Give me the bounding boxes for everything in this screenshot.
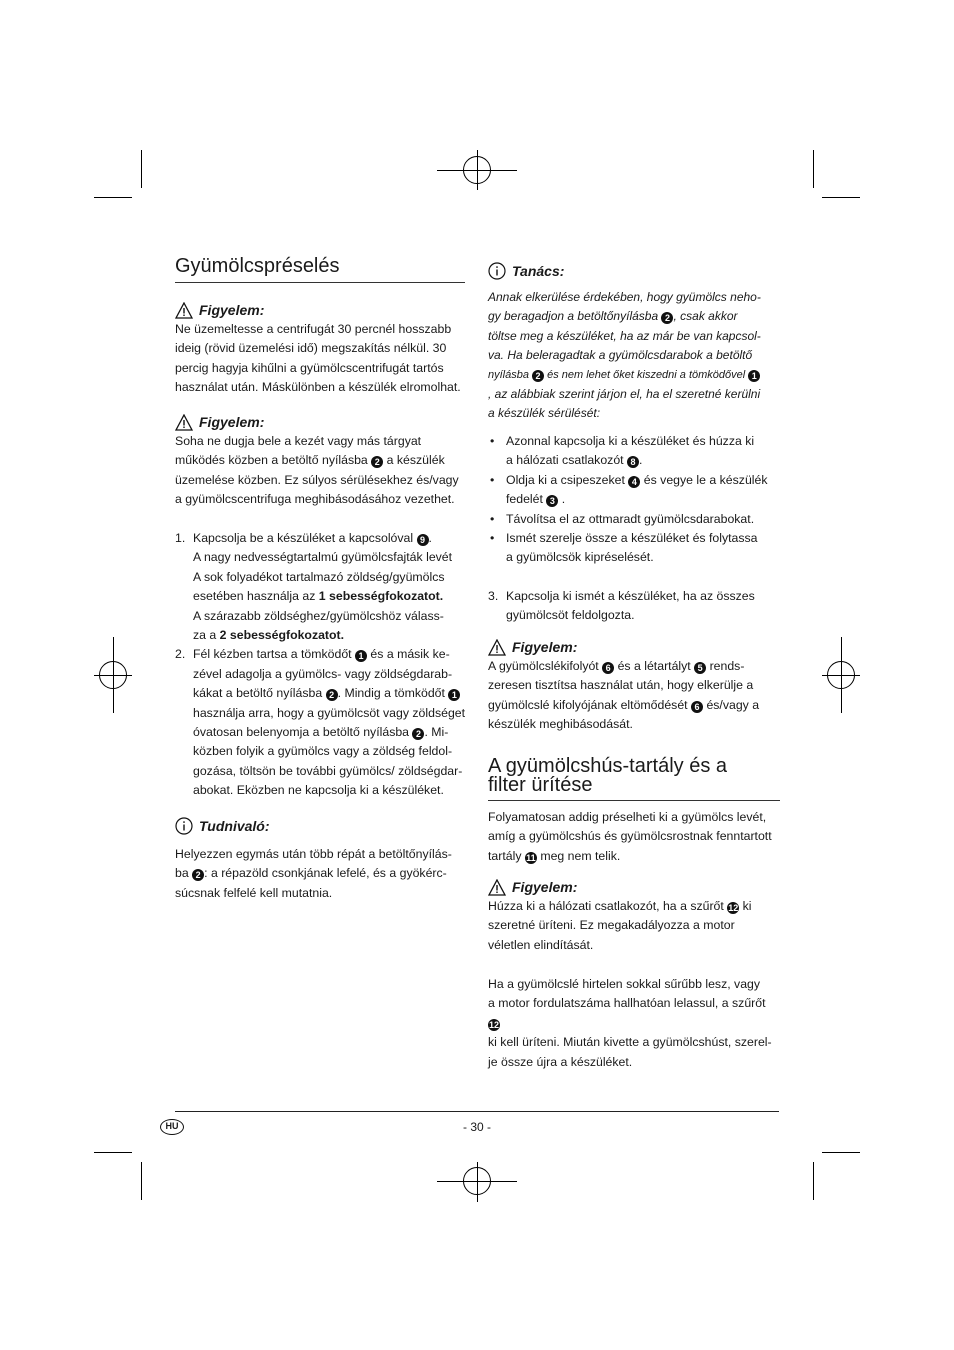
part-number-badge: 3 — [546, 495, 558, 507]
text: . Mi- — [424, 725, 449, 740]
part-number-badge: 2 — [192, 869, 204, 881]
list-item — [488, 587, 780, 626]
text: esetében használja az — [193, 589, 316, 604]
text: kákat a betöltő nyílásba — [193, 686, 323, 701]
text: Húzza ki a hálózati csatlakozót, ha a szűrőt — [488, 899, 724, 913]
text-line: Folyamatosan addig préselheti ki a gyümölcs levét, — [488, 810, 767, 824]
part-number-badge: 12 — [728, 903, 739, 913]
step-number: 1. — [175, 531, 186, 545]
warning-label: Figyelem: — [512, 879, 578, 895]
step-line: Kapcsolja ki ismét a készüléket, ha az összes — [506, 589, 755, 603]
warning-label: Figyelem: — [199, 302, 265, 318]
language-badge — [160, 1119, 184, 1135]
text-line: szeretné üríteni. Ez megakadályozza a motor — [488, 918, 735, 933]
text: tartály — [488, 848, 522, 863]
warning-heading — [488, 877, 780, 897]
text-bold: 1 sebességfokozatot. — [318, 589, 444, 604]
steps-list — [175, 529, 467, 801]
step-line: gozása, töltsön be további gyümölcs/ zöldségdar- — [193, 763, 463, 778]
part-number-badge: 1 — [355, 650, 367, 662]
bullet-line: a gyümölcsök kipréselését. — [506, 550, 654, 565]
step-number: 2. — [175, 647, 186, 662]
part-number-badge: 11 — [526, 852, 536, 863]
crop-mark — [813, 150, 814, 188]
step-line: használja arra, hogy a gyümölcsöt vagy zöldséget — [193, 705, 466, 720]
text: a készülék — [386, 453, 445, 468]
text: és vegye le a készülék — [643, 472, 768, 487]
text: ki — [742, 899, 752, 913]
note-label: Tudnivaló: — [199, 818, 270, 834]
bullet-line — [506, 451, 780, 470]
text-line — [488, 366, 780, 385]
text: nyílásba — [488, 368, 529, 381]
part-number-badge: 2 — [412, 728, 424, 740]
step-line: A nagy nedvességtartalmú gyümölcsfajták levét — [193, 550, 453, 565]
text: gy beragadjon a betöltőnyílásba — [488, 309, 659, 324]
section-title-line: filter ürítése — [488, 774, 593, 796]
text-line: használat után. Máskülönben a készülék elromolhat. — [175, 380, 461, 395]
text-line: , az alábbiak szerint járjon el, ha el szeretné kerülni — [488, 387, 761, 402]
text: és a létartályt — [617, 659, 691, 673]
paragraph — [488, 975, 780, 1072]
text: : a répazöld csonkjának lefelé, és a gyökérc- — [204, 866, 447, 881]
warning-label: Figyelem: — [512, 639, 578, 655]
warning-label: Figyelem: — [199, 414, 265, 430]
part-number-badge: 1 — [448, 689, 460, 701]
text: Kapcsolja be a készüléket a kapcsolóval — [193, 531, 414, 545]
step-line: közben folyik a gyümölcs vagy a zöldség feldol- — [193, 744, 453, 759]
registration-circle — [99, 661, 127, 689]
text-line: súcsnak felfelé kell mutatnia. — [175, 885, 333, 900]
section-title-gyumolcspreseles — [175, 257, 465, 283]
part-number-badge: 2 — [661, 312, 673, 324]
warning-heading — [175, 412, 465, 432]
text: és a másik ke- — [370, 647, 450, 662]
text: gyümölcslé kifolyójának eltömődését — [488, 697, 688, 712]
part-number-badge: 6 — [602, 662, 614, 674]
crop-mark — [94, 1152, 132, 1153]
bullet-line — [506, 471, 780, 490]
text: a motor fordulatszáma hallhatóan lelassul, a szűrőt — [488, 996, 766, 1011]
step-number: 3. — [488, 589, 499, 603]
text-line: percig hagyja kihűlni a gyümölcscentrifugát tartós — [175, 360, 444, 375]
text-line — [175, 864, 467, 883]
warning-block — [175, 412, 465, 510]
text: A gyümölcslékifolyót — [488, 659, 599, 673]
text: és/vagy a — [706, 697, 760, 712]
part-number-badge: 6 — [691, 701, 703, 713]
step-line — [193, 645, 467, 664]
part-number-badge: 4 — [628, 476, 640, 488]
text: rends- — [709, 659, 745, 673]
step-line — [193, 684, 467, 703]
warning-heading — [488, 637, 780, 657]
text: . Mindig a tömködőt — [337, 686, 445, 701]
registration-circle — [463, 1167, 491, 1195]
text-line: Helyezzen egymás után több répát a betöltőnyílás- — [175, 847, 452, 861]
text: és nem lehet őket kiszedni a tömködővel — [547, 368, 746, 381]
warning-heading — [175, 300, 465, 320]
step-line — [193, 723, 467, 742]
info-icon — [488, 262, 506, 280]
text-line: Ne üzemeltesse a centrifugát 30 percnél hosszabb — [175, 322, 452, 336]
warning-block — [175, 300, 465, 398]
text: meg nem telik. — [540, 848, 621, 863]
text-line: Ha a gyümölcslé hirtelen sokkal sűrűbb lesz, vagy — [488, 977, 761, 991]
text-line: Annak elkerülése érdekében, hogy gyümölcs neho- — [488, 290, 761, 304]
step-line: zével adagolja a gyümölcs- vagy zöldségdarab- — [193, 666, 453, 681]
tip-label: Tanács: — [512, 263, 565, 279]
part-number-badge: 2 — [371, 456, 383, 468]
text-line: véletlen elindítását. — [488, 937, 594, 952]
registration-circle — [463, 156, 491, 184]
text: ba — [175, 866, 189, 881]
part-number-badge: 9 — [417, 534, 429, 546]
tip-block — [488, 260, 780, 424]
text: . — [428, 531, 432, 545]
crop-mark — [141, 1162, 142, 1200]
warning-triangle-icon — [488, 879, 506, 896]
text-bold: 2 sebességfokozatot. — [219, 628, 345, 643]
warning-triangle-icon — [175, 414, 193, 431]
text: Oldja ki a csipeszeket — [506, 472, 625, 487]
text-line: a készülék sérülését: — [488, 406, 601, 421]
page-number: - 30 - — [462, 1120, 491, 1134]
text-line — [488, 657, 780, 676]
bullet-line: • Azonnal kapcsolja ki a készüléket és húzza ki — [506, 434, 755, 448]
step-line — [193, 587, 467, 606]
crop-mark — [813, 1162, 814, 1200]
text-line: va. Ha beleragadtak a gyümölcsdarabok a betöltő — [488, 348, 753, 363]
paragraph — [488, 808, 780, 866]
part-number-badge: 2 — [532, 370, 544, 382]
footer-rule — [175, 1111, 779, 1112]
list-item — [488, 510, 780, 529]
step-line: A szárazabb zöldséghez/gyümölcshöz válass- — [193, 608, 444, 623]
part-number-badge: 12 — [488, 1019, 499, 1030]
part-number-badge: 2 — [326, 689, 338, 701]
language-code: HU — [165, 1121, 179, 1131]
note-heading — [175, 815, 467, 837]
step-line — [193, 529, 467, 548]
text-line — [488, 897, 780, 916]
steps-list — [488, 587, 780, 626]
tip-heading — [488, 260, 780, 282]
text: Fél kézben tartsa a tömködőt — [193, 647, 352, 662]
text-line: készülék meghibásodását. — [488, 717, 633, 732]
text-line: ki kell üríteni. Miután kivette a gyümölcshúst, szerel- — [488, 1035, 772, 1050]
step-line: gyümölcsöt feldolgozta. — [506, 608, 635, 623]
text-line — [175, 451, 465, 470]
text-line — [488, 307, 780, 326]
bullet-line: • Ismét szerelje össze a készüléket és folytassa — [506, 531, 758, 546]
crop-mark — [822, 197, 860, 198]
text-line: a gyümölcscentrifuga meghibásodásához vezethet. — [175, 492, 455, 507]
text-line — [488, 847, 780, 866]
text-line: töltse meg a készüléket, ha az már be van kapcsol- — [488, 328, 761, 343]
step-line: A sok folyadékot tartalmazó zöldség/gyümölcs — [193, 569, 445, 584]
crop-mark — [141, 150, 142, 188]
registration-circle — [827, 661, 855, 689]
list-item — [488, 471, 780, 510]
text-line: Soha ne dugja bele a kezét vagy más tárgyat — [175, 434, 422, 448]
text-line: amíg a gyümölcshús és gyümölcsrostnak fenntartott — [488, 829, 772, 844]
text-line: je össze újra a készüléket. — [488, 1054, 633, 1069]
step-line — [193, 626, 467, 645]
list-item — [175, 529, 467, 645]
text: za a — [193, 628, 217, 643]
bullet-line — [506, 490, 780, 509]
section-title: Gyümölcspréselés — [175, 255, 340, 277]
warning-block — [488, 637, 780, 735]
text-line: zeresen tisztítsa használat után, hogy elkerülje a — [488, 678, 754, 693]
info-icon — [175, 817, 193, 835]
text-line: üzemelése közben. Ez súlyos sérülésekhez és/vagy — [175, 472, 459, 487]
part-number-badge: 1 — [748, 370, 760, 382]
text: működés közben a betöltő nyílásba — [175, 453, 368, 468]
section-title-gyumolcshus-tartaly — [488, 757, 780, 801]
bullet-list — [488, 432, 780, 568]
step-line: abokat. Eközben ne kapcsolja ki a készüléket. — [193, 783, 444, 798]
part-number-badge: 5 — [694, 662, 706, 674]
bullet-line: • Távolítsa el az ottmaradt gyümölcsdarabokat. — [506, 511, 755, 526]
text: . — [561, 492, 566, 507]
crop-mark — [94, 197, 132, 198]
crop-mark — [822, 1152, 860, 1153]
warning-triangle-icon — [175, 302, 193, 319]
part-number-badge: 8 — [627, 456, 639, 468]
warning-triangle-icon — [488, 639, 506, 656]
section-title-line: A gyümölcshús-tartály és a — [488, 755, 727, 777]
text-line — [488, 696, 780, 715]
note-block — [175, 815, 467, 903]
list-item — [175, 645, 467, 800]
warning-block — [488, 877, 780, 955]
text-line — [488, 994, 780, 1033]
text: fedelét — [506, 492, 543, 507]
text: . — [639, 453, 643, 468]
list-item — [488, 529, 780, 568]
list-item — [488, 432, 780, 471]
text: , csak akkor — [673, 309, 738, 324]
text: a hálózati csatlakozót — [506, 453, 624, 468]
text: óvatosan belenyomja a betöltő nyílásba — [193, 725, 410, 740]
text-line: ideig (rövid üzemelési idő) megszakítás nélkül. 30 — [175, 341, 447, 356]
